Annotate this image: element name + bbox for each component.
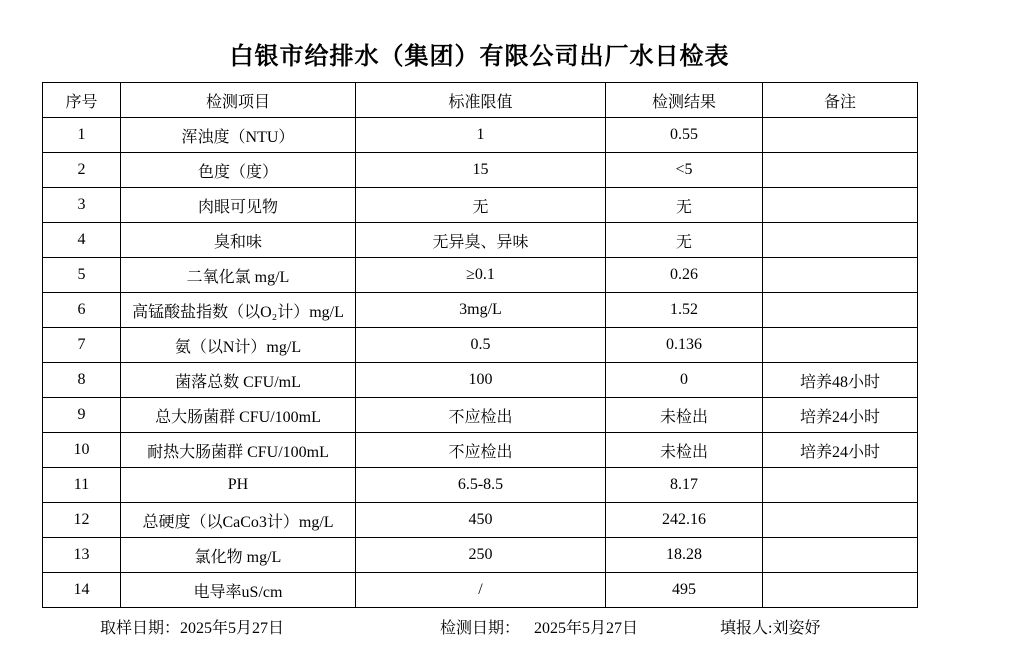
inspection-table — [42, 82, 918, 608]
test-date-value: 2025年5月27日 — [534, 620, 639, 637]
col-header-no: 序号 — [43, 83, 121, 118]
remark-cell — [763, 293, 918, 328]
col-header-remark: 备注 — [763, 83, 918, 118]
table-row — [43, 503, 918, 538]
sampling-date-label: 取样日期： — [100, 620, 181, 637]
table-row — [43, 328, 918, 363]
remark-cell — [763, 223, 918, 258]
result-cell: 无 — [606, 188, 763, 223]
result-cell: 无 — [606, 223, 763, 258]
table-row — [43, 153, 918, 188]
row-no-cell: 11 — [43, 468, 121, 503]
page-title: 白银市给排水（集团）有限公司出厂水日检表 — [229, 44, 730, 70]
remark-cell — [763, 153, 918, 188]
remark-cell: 培养24小时 — [763, 433, 918, 468]
table-row — [43, 433, 918, 468]
table-row — [43, 468, 918, 503]
row-no-cell: 8 — [43, 363, 121, 398]
limit-cell: 450 — [356, 503, 606, 538]
reporter-label: 填报人: — [720, 620, 773, 637]
row-no-cell: 3 — [43, 188, 121, 223]
limit-cell: 100 — [356, 363, 606, 398]
item-cell: 氯化物 mg/L — [121, 538, 356, 573]
row-no-cell: 2 — [43, 153, 121, 188]
sampling-date — [100, 615, 284, 638]
remark-cell — [763, 538, 918, 573]
result-cell: 0.55 — [606, 118, 763, 153]
sampling-date-value: 2025年5月27日 — [180, 620, 285, 637]
limit-cell: 不应检出 — [356, 433, 606, 468]
limit-cell: 6.5-8.5 — [356, 468, 606, 503]
remark-cell: 培养24小时 — [763, 398, 918, 433]
remark-cell — [763, 503, 918, 538]
table-row — [43, 398, 918, 433]
limit-cell: ≥0.1 — [356, 258, 606, 293]
result-cell: 242.16 — [606, 503, 763, 538]
reporter-name: 刘姿妤 — [772, 620, 821, 637]
row-no-cell: 7 — [43, 328, 121, 363]
row-no-cell: 5 — [43, 258, 121, 293]
remark-cell — [763, 258, 918, 293]
col-header-item: 检测项目 — [121, 83, 356, 118]
item-cell: 浑浊度（NTU） — [121, 118, 356, 153]
table-row — [43, 363, 918, 398]
remark-cell — [763, 573, 918, 608]
result-cell: 495 — [606, 573, 763, 608]
table-header-row — [43, 83, 918, 118]
item-cell: PH — [121, 468, 356, 503]
limit-cell: 15 — [356, 153, 606, 188]
table-row — [43, 293, 918, 328]
table-row — [43, 258, 918, 293]
result-cell: 1.52 — [606, 293, 763, 328]
result-cell: 0 — [606, 363, 763, 398]
result-cell: 未检出 — [606, 433, 763, 468]
item-cell: 总硬度（以CaCo3计）mg/L — [121, 503, 356, 538]
limit-cell: 250 — [356, 538, 606, 573]
limit-cell: 无 — [356, 188, 606, 223]
row-no-cell: 12 — [43, 503, 121, 538]
item-cell: 总大肠菌群 CFU/100mL — [121, 398, 356, 433]
col-header-limit: 标准限值 — [356, 83, 606, 118]
limit-cell: 无异臭、异味 — [356, 223, 606, 258]
table-row — [43, 118, 918, 153]
limit-cell: 1 — [356, 118, 606, 153]
test-date — [440, 615, 638, 638]
item-cell: 色度（度） — [121, 153, 356, 188]
limit-cell: / — [356, 573, 606, 608]
table-row — [43, 538, 918, 573]
result-cell: 未检出 — [606, 398, 763, 433]
result-cell: 0.136 — [606, 328, 763, 363]
result-cell: 8.17 — [606, 468, 763, 503]
row-no-cell: 6 — [43, 293, 121, 328]
result-cell: 0.26 — [606, 258, 763, 293]
col-header-result: 检测结果 — [606, 83, 763, 118]
item-cell: 氨（以N计）mg/L — [121, 328, 356, 363]
item-cell: 菌落总数 CFU/mL — [121, 363, 356, 398]
table-row — [43, 188, 918, 223]
item-cell: 耐热大肠菌群 CFU/100mL — [121, 433, 356, 468]
result-cell: 18.28 — [606, 538, 763, 573]
item-cell: 二氧化氯 mg/L — [121, 258, 356, 293]
remark-cell — [763, 188, 918, 223]
limit-cell: 3mg/L — [356, 293, 606, 328]
row-no-cell: 4 — [43, 223, 121, 258]
reporter — [720, 615, 820, 638]
remark-cell — [763, 328, 918, 363]
item-cell: 臭和味 — [121, 223, 356, 258]
row-no-cell: 9 — [43, 398, 121, 433]
result-cell: <5 — [606, 153, 763, 188]
row-no-cell: 13 — [43, 538, 121, 573]
row-no-cell: 10 — [43, 433, 121, 468]
remark-cell — [763, 468, 918, 503]
remark-cell: 培养48小时 — [763, 363, 918, 398]
limit-cell: 不应检出 — [356, 398, 606, 433]
row-no-cell: 1 — [43, 118, 121, 153]
remark-cell — [763, 118, 918, 153]
table-row — [43, 573, 918, 608]
test-date-label: 检测日期： — [440, 620, 521, 637]
table-row — [43, 223, 918, 258]
item-cell: 电导率uS/cm — [121, 573, 356, 608]
item-cell: 肉眼可见物 — [121, 188, 356, 223]
item-cell: 高锰酸盐指数（以O₂计）mg/L — [121, 293, 356, 328]
limit-cell: 0.5 — [356, 328, 606, 363]
row-no-cell: 14 — [43, 573, 121, 608]
